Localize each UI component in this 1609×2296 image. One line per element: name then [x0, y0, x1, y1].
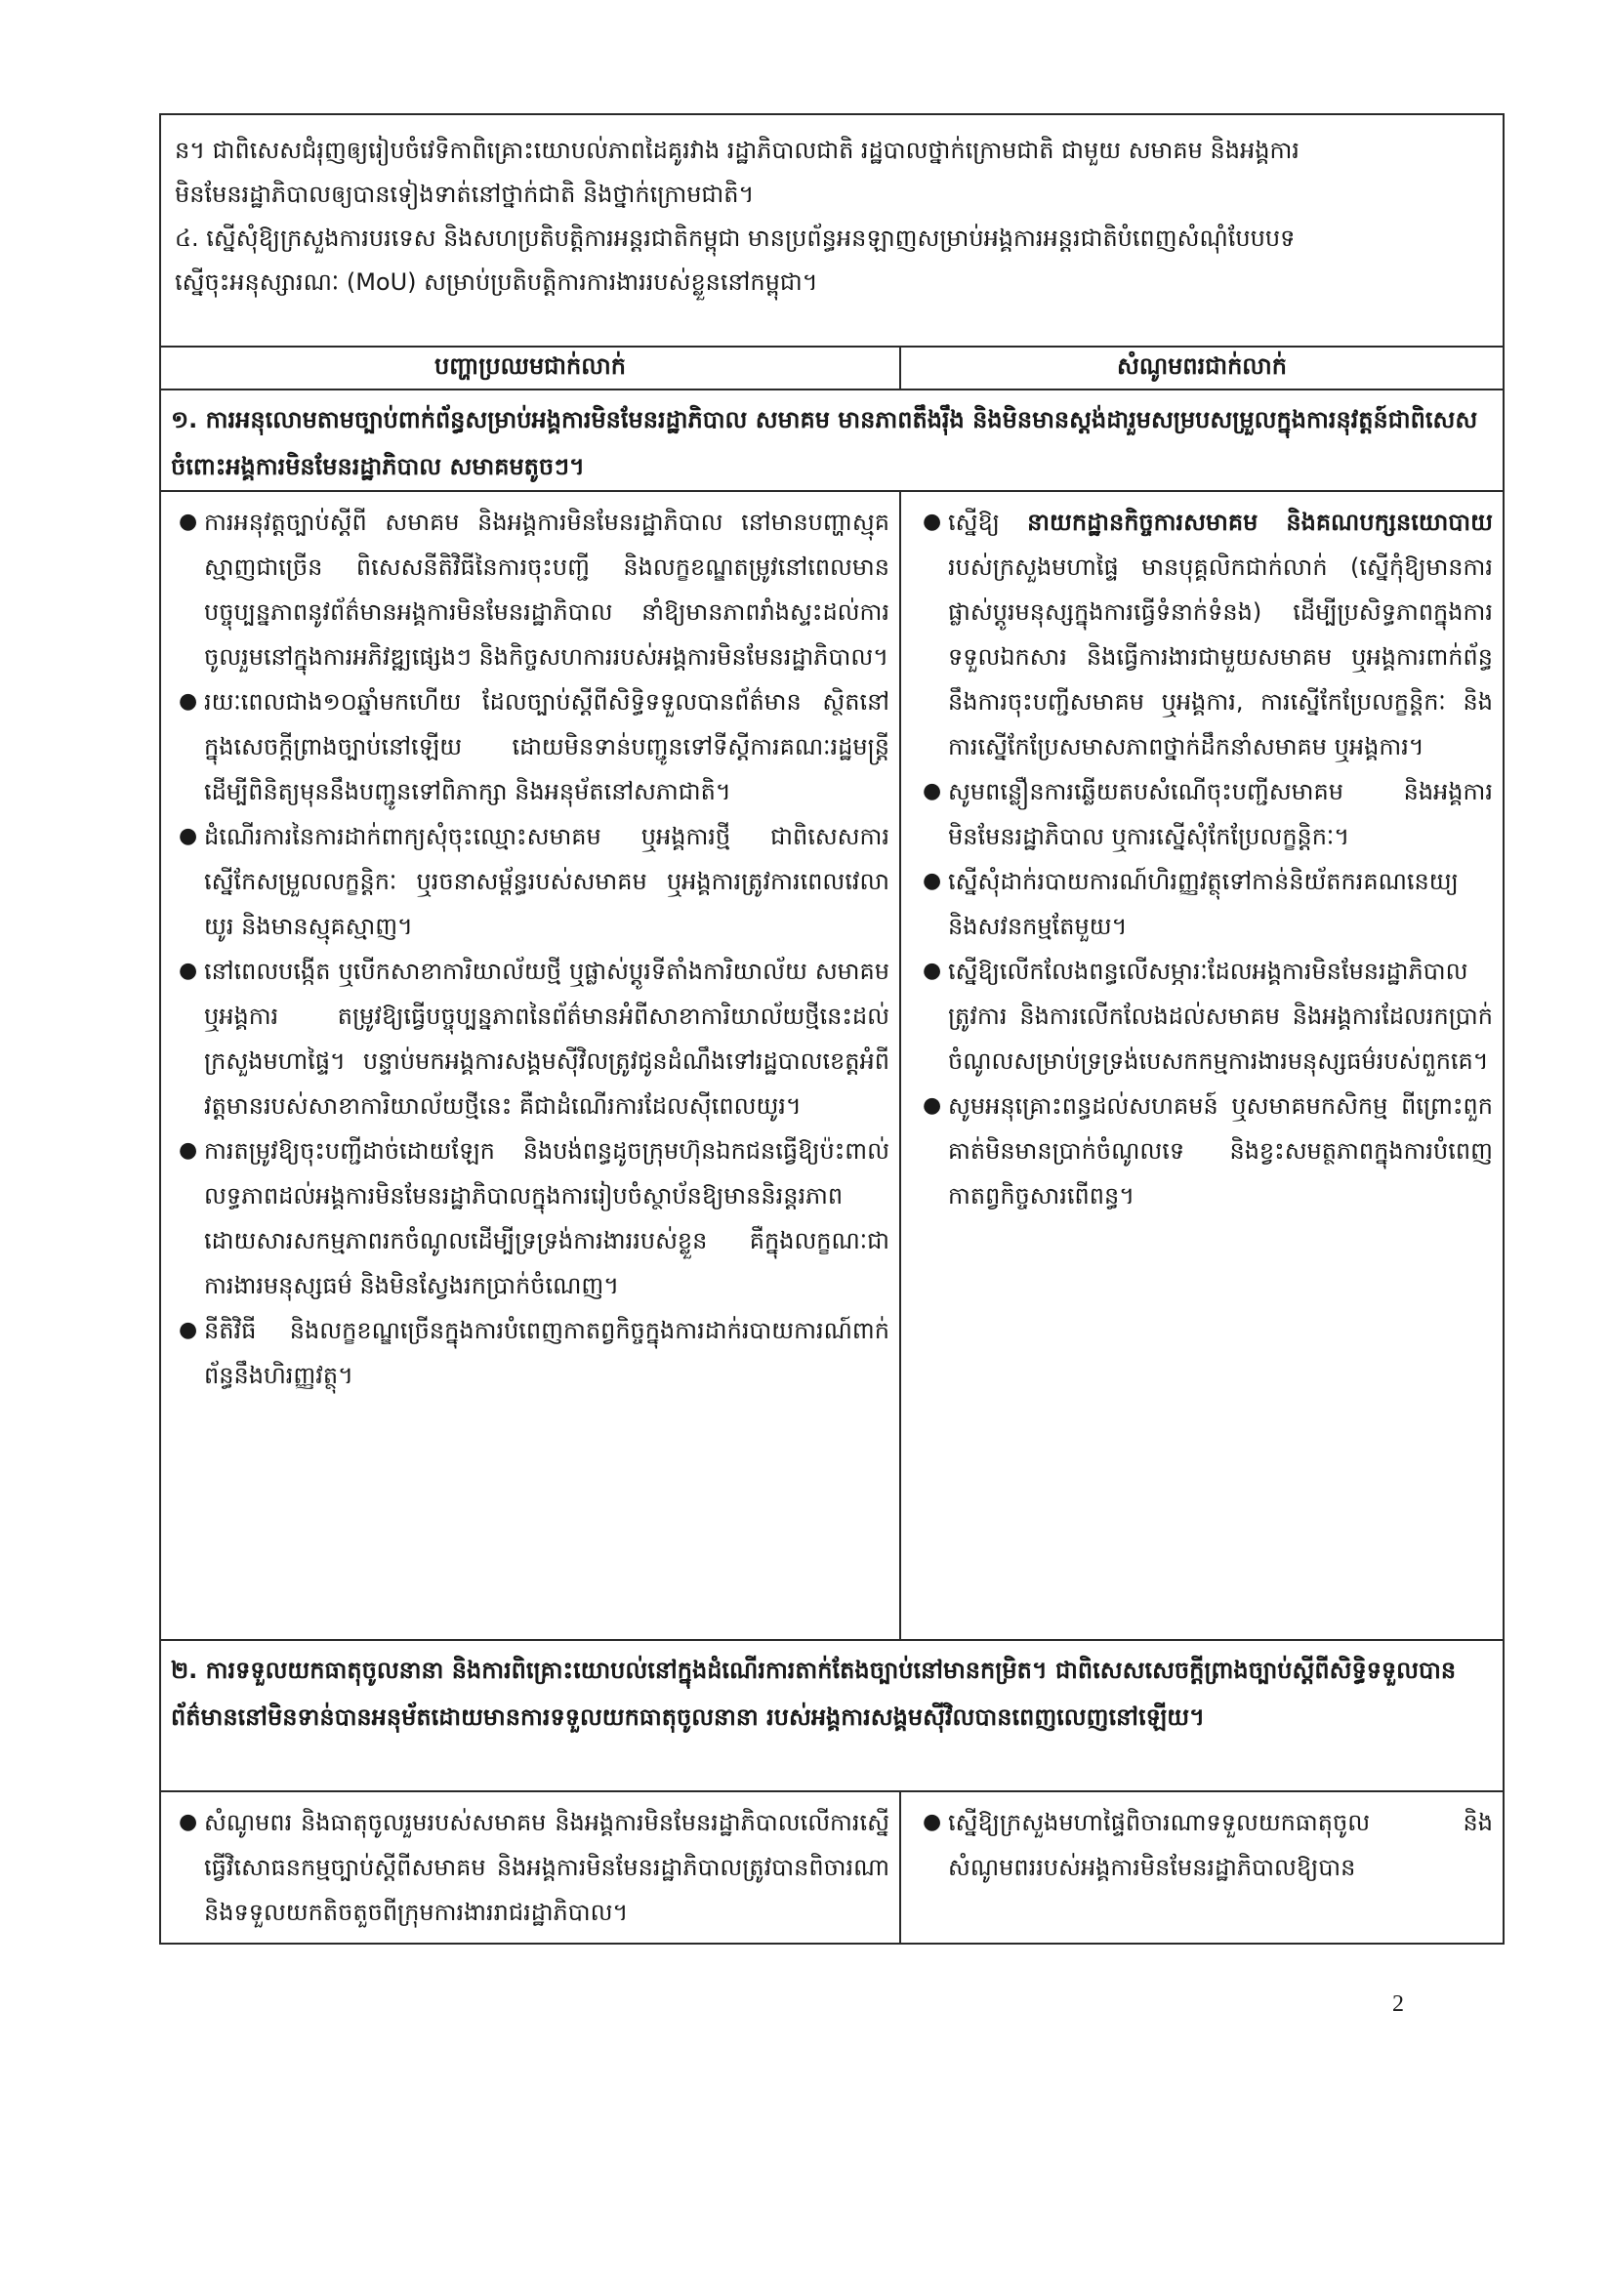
- recommendation-item: ● សូមពន្លឿនការឆ្លើយតបសំណើចុះបញ្ជីសមាគម និងអង្គការមិនមែនរដ្ឋាភិបាល ឬការស្នើសុំកែប្រែលក្ខន្តិកៈ។: [948, 769, 1493, 859]
- bullet-icon: ●: [923, 869, 942, 893]
- bullet-icon: ●: [179, 1318, 198, 1342]
- challenge-item: ● នៅពេលបង្កើត ឬបើកសាខាការិយាល័យថ្មី ឬផ្លាស់ប្តូរទីតាំងការិយាល័យ សមាគម ឬអង្គការ តម្រូវឱ្យធ្វើបច្ចុប្បន្នភាពនៃព័ត៌មានអំពីសាខាការិយាល័យថ្មីនេះដល់ក្រសួងមហាផ្ទៃ។ បន្ទាប់មកអង្គការសង្គមស៊ីវិលត្រូវជូនដំណឹងទៅរដ្ឋបាលខេត្តអំពីវត្តមានរបស់សាខាការិយាល័យថ្មីនេះ គឺជាដំណើរការដែលស៊ីពេលយូរ។: [204, 949, 889, 1128]
- document-table: [159, 113, 1505, 1945]
- bullet-icon: ●: [923, 779, 942, 803]
- intro-line: ៤. ស្នើសុំឱ្យក្រសួងការបរទេស និងសហប្រតិបត្តិការអន្តរជាតិកម្ពុជា មានប្រព័ន្ធអនឡាញសម្រាប់អង្គការអន្តរជាតិបំពេញសំណុំបែបបទ: [175, 225, 1296, 252]
- section-1-title: ១. ការអនុលោមតាមច្បាប់ពាក់ព័ន្ធសម្រាប់អង្គការមិនមែនរដ្ឋាភិបាល សមាគម មានភាពតឹងរ៉ឹង និងមិនមានស្តង់ដារួមសម្របសម្រួលក្នុងការនុវត្តន៍ជាពិសេសចំពោះអង្គការមិនមែនរដ្ឋាភិបាល សមាគមតូចៗ។: [161, 390, 1503, 492]
- bullet-icon: ●: [923, 959, 942, 983]
- bullet-icon: ●: [179, 824, 198, 848]
- bullet-icon: ●: [179, 689, 198, 714]
- highlighted-department: នាយកដ្ឋានកិច្ចការសមាគម និងគណបក្សនយោបាយ: [1027, 509, 1493, 536]
- section-2-body: [161, 1792, 1503, 1943]
- challenge-item: ● ការតម្រូវឱ្យចុះបញ្ជីដាច់ដោយឡែក និងបង់ពន្ធដូចក្រុមហ៊ុនឯកជនធ្វើឱ្យប៉ះពាល់លទ្ធភាពដល់អង្គការមិនមែនរដ្ឋាភិបាលក្នុងការរៀបចំស្ថាប័នឱ្យមាននិរន្តរភាព ដោយសារសកម្មភាពរកចំណូលដើម្បីទ្រទ្រង់ការងាររបស់ខ្លួន គឺក្នុងលក្ខណៈជាការងារមនុស្សធម៌ និងមិនស្វែងរកប្រាក់ចំណេញ។: [204, 1128, 889, 1308]
- recommendation-item: ● ស្នើឱ្យក្រសួងមហាផ្ទៃពិចារណាទទួលយកធាតុចូល និងសំណូមពររបស់អង្គការមិនមែនរដ្ឋាភិបាលឱ្យបាន: [948, 1800, 1493, 1890]
- bullet-icon: ●: [179, 959, 198, 983]
- recommendation-item: ● ស្នើសុំដាក់របាយការណ៍ហិរញ្ញវត្ថុទៅកាន់និយ័តករគណនេយ្យ និងសវនកម្មតែមួយ។: [948, 859, 1493, 949]
- intro-line: ន។ ជាពិសេសជំរុញឲ្យរៀបចំវេទិកាពិគ្រោះយោបល់ភាពដៃគូរវាង រដ្ឋាភិបាលជាតិ រដ្ឋបាលថ្នាក់ក្រោមជាតិ ជាមួយ សមាគម និងអង្គការ: [175, 137, 1300, 164]
- recommendation-item: ● ស្នើឱ្យលើកលែងពន្ធលើសម្ភារៈដែលអង្គការមិនមែនរដ្ឋាភិបាលត្រូវការ និងការលើកលែងដល់សមាគម និងអង្គការដែលរកប្រាក់ចំណូលសម្រាប់ទ្រទ្រង់បេសកកម្មការងារមនុស្សធម៌របស់ពួកគេ។: [948, 949, 1493, 1084]
- section-2-recommendations: [901, 1792, 1503, 1943]
- section-2-challenges: [161, 1792, 901, 1943]
- header-recommendations: សំណូមពរជាក់លាក់: [1116, 351, 1288, 380]
- section-2-title: ២. ការទទួលយកធាតុចូលនានា និងការពិគ្រោះយោបល់នៅក្នុងដំណើរការតាក់តែងច្បាប់នៅមានកម្រិត។ ជាពិសេសសេចក្តីព្រាងច្បាប់ស្តីពីសិទ្ធិទទួលបានព័ត៌មាននៅមិនទាន់បានអនុម័តដោយមានការទទួលយកធាតុចូលនានា របស់អង្គការសង្គមស៊ីវិលបានពេញលេញនៅឡើយ។: [161, 1641, 1503, 1792]
- bullet-icon: ●: [179, 1138, 198, 1163]
- challenge-item: ● ការអនុវត្តច្បាប់ស្តីពី សមាគម និងអង្គការមិនមែនរដ្ឋាភិបាល នៅមានបញ្ហាស្មុគស្មាញជាច្រើន ពិសេសនីតិវិធីនៃការចុះបញ្ជី និងលក្ខខណ្ឌតម្រូវនៅពេលមានបច្ចុប្បន្នភាពនូវព័ត៌មានអង្គការមិនមែនរដ្ឋាភិបាល នាំឱ្យមានភាពរាំងស្ទះដល់ការចូលរួមនៅក្នុងការអភិវឌ្ឍផ្សេងៗ និងកិច្ចសហការរបស់អង្គការមិនមែនរដ្ឋាភិបាល។: [204, 500, 889, 679]
- table-header: [161, 348, 1503, 390]
- bullet-icon: ●: [923, 1810, 942, 1834]
- intro-text: [161, 115, 1503, 348]
- intro-line: មិនមែនរដ្ឋាភិបាលឲ្យបានទៀងទាត់នៅថ្នាក់ជាតិ និងថ្នាក់ក្រោមជាតិ។: [175, 181, 755, 208]
- section-1-challenges: [161, 492, 901, 1639]
- challenge-item: ● នីតិវិធី និងលក្ខខណ្ឌច្រើនក្នុងការបំពេញកាតព្វកិច្ចក្នុងការដាក់របាយការណ៍ពាក់ព័ន្ធនឹងហិរញ្ញវត្ថុ។: [204, 1308, 889, 1398]
- intro-line: ស្នើចុះអនុស្សារណៈ (MoU) សម្រាប់ប្រតិបត្តិការការងាររបស់ខ្លួននៅកម្ពុជា។: [175, 268, 818, 296]
- recommendation-item: ● ស្នើឱ្យ នាយកដ្ឋានកិច្ចការសមាគម និងគណបក្សនយោបាយ របស់ក្រសួងមហាផ្ទៃ មានបុគ្គលិកជាក់លាក់ (ស្នើកុំឱ្យមានការផ្លាស់ប្តូរមនុស្សក្នុងការធ្វើទំនាក់ទំនង) ដើម្បីប្រសិទ្ធភាពក្នុងការទទួលឯកសារ និងធ្វើការងារជាមួយសមាគម ឬអង្គការពាក់ព័ន្ធនឹងការចុះបញ្ជីសមាគម ឬអង្គការ, ការស្នើកែប្រែលក្ខន្តិកៈ និងការស្នើកែប្រែសមាសភាពថ្នាក់ដឹកនាំសមាគម ឬអង្គការ។: [948, 500, 1493, 769]
- bullet-icon: ●: [179, 510, 198, 534]
- section-1-recommendations: [901, 492, 1503, 1639]
- bullet-icon: ●: [923, 1093, 942, 1118]
- challenge-item: ● សំណូមពរ និងធាតុចូលរួមរបស់សមាគម និងអង្គការមិនមែនរដ្ឋាភិបាលលើការស្នើធ្វើវិសោធនកម្មច្បាប់ស្តីពីសមាគម និងអង្គការមិនមែនរដ្ឋាភិបាលត្រូវបានពិចារណា និងទទួលយកតិចតួចពីក្រុមការងាររាជរដ្ឋាភិបាល។: [204, 1800, 889, 1935]
- challenge-item: ● រយៈពេលជាង១០ឆ្នាំមកហើយ ដែលច្បាប់ស្តីពីសិទ្ធិទទួលបានព័ត៌មាន ស្ថិតនៅក្នុងសេចក្តីព្រាងច្បាប់នៅឡើយ ដោយមិនទាន់បញ្ជូនទៅទីស្តីការគណៈរដ្ឋមន្ត្រីដើម្បីពិនិត្យមុននឹងបញ្ជូនទៅពិភាក្សា និងអនុម័តនៅសភាជាតិ។: [204, 679, 889, 814]
- recommendation-item: ● សូមអនុគ្រោះពន្ធដល់សហគមន៍ ឬសមាគមកសិកម្ម ពីព្រោះពួកគាត់មិនមានប្រាក់ចំណូលទេ និងខ្វះសមត្ថភាពក្នុងការបំពេញកាតព្វកិច្ចសារពើពន្ធ។: [948, 1084, 1493, 1218]
- bullet-icon: ●: [923, 510, 942, 534]
- challenge-item: ● ដំណើរការនៃការដាក់ពាក្យសុំចុះឈ្មោះសមាគម ឬអង្គការថ្មី ជាពិសេសការស្នើកែសម្រួលលក្ខន្តិកៈ ឬរចនាសម្ព័ន្ធរបស់សមាគម ឬអង្គការត្រូវការពេលវេលាយូរ និងមានស្មុគស្មាញ។: [204, 814, 889, 949]
- page-number: 2: [1392, 1991, 1404, 2017]
- header-challenges: បញ្ហាប្រឈមជាក់លាក់: [161, 348, 901, 389]
- section-1-body: [161, 492, 1503, 1641]
- bullet-icon: ●: [179, 1810, 198, 1834]
